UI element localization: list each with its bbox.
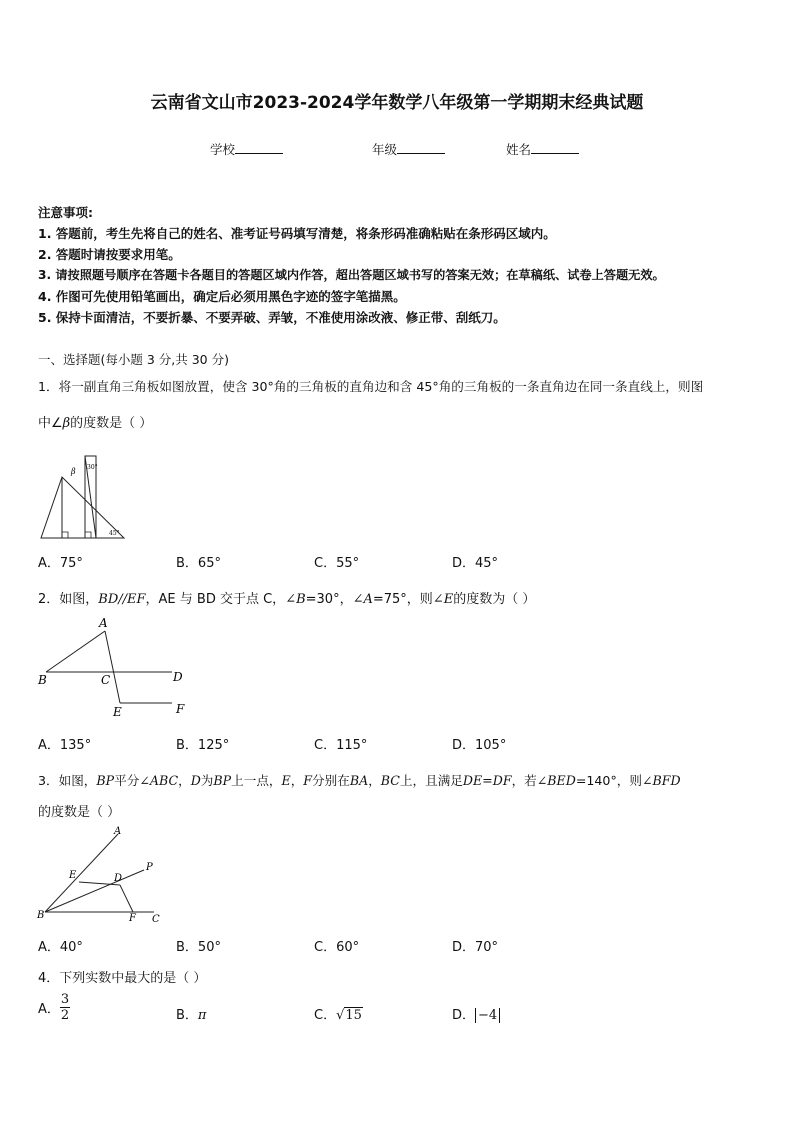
name-label: 姓名 [506, 142, 532, 157]
sqrt-radicand: 15 [345, 1008, 362, 1023]
fig-label-a: A [99, 616, 108, 630]
q1-option-c[interactable]: C．55° [314, 556, 360, 571]
fig-label-e: E [113, 705, 122, 719]
q4-option-b[interactable]: B．π [176, 1008, 207, 1023]
fig-label-d: D [114, 873, 123, 884]
q1-option-b[interactable]: B．65° [176, 556, 221, 571]
fig-label-f: F [129, 913, 136, 924]
fig-label-d: D [173, 670, 183, 684]
q1-figure [38, 452, 130, 544]
q3-option-b[interactable]: B．50° [176, 940, 221, 955]
q1-text-line2: 中∠β的度数是（ ） [38, 416, 153, 431]
q3-option-d[interactable]: D．70° [452, 940, 499, 955]
q1-option-a[interactable]: A．75° [38, 556, 83, 571]
fraction: $\frac{3}{2}$ [60, 992, 70, 1023]
school-field [210, 140, 283, 158]
q4-option-c[interactable]: C．√15 [314, 1008, 362, 1023]
page-title: 云南省文山市2023-2024学年数学八年级第一学期期末经典试题 [150, 93, 644, 113]
q2-option-d[interactable]: D．105° [452, 738, 507, 753]
q4-text: 4．下列实数中最大的是（ ） [38, 971, 207, 986]
beta-symbol: β [62, 416, 71, 431]
q3-text-line1: 3．如图，BP平分∠ABC，D为BP上一点，E，F分别在BA，BC上，且满足DE=DF，若∠BED=140°，则∠BFD [38, 773, 681, 788]
fig-label-f: F [176, 702, 185, 716]
q3-text-line2: 的度数是（ ） [38, 805, 121, 820]
q3-option-a[interactable]: A．40° [38, 940, 83, 955]
grade-blank [397, 141, 445, 154]
school-label: 学校 [210, 142, 236, 157]
note-item: 1. 答题前，考生先将自己的姓名、准考证号码填写清楚，将条形码准确粘贴在条形码区域内。 [38, 226, 556, 241]
fig-label-p: P [146, 862, 153, 873]
fig-angle45-label: 45° [109, 530, 120, 537]
notes-heading: 注意事项: [38, 205, 93, 220]
q2-option-b[interactable]: B．125° [176, 738, 230, 753]
absolute-value: −4 [475, 1008, 500, 1023]
q3-option-c[interactable]: C．60° [314, 940, 360, 955]
q3-figure [36, 824, 166, 926]
sqrt-symbol: √ [336, 1008, 345, 1023]
note-item: 5. 保持卡面清洁，不要折暴、不要弄破、弄皱，不准使用涂改液、修正带、刮纸刀。 [38, 310, 506, 325]
name-field [506, 140, 579, 158]
fig-label-a: A [114, 826, 122, 837]
grade-field [372, 140, 445, 158]
fig-label-c: C [101, 673, 111, 687]
note-item: 4. 作图可先使用铅笔画出，确定后必须用黑色字迹的签字笔描黑。 [38, 289, 406, 304]
q1-text-line1: 1．将一副直角三角板如图放置，使含 30°角的三角板的直角边和含 45°角的三角板的一条直角边在同一条直线上，则图 [38, 379, 704, 394]
fig-angle30-label: 30° [87, 464, 98, 471]
q4-option-d[interactable]: D． −4 [452, 1004, 500, 1023]
q2-option-a[interactable]: A．135° [38, 738, 92, 753]
school-blank [235, 141, 283, 154]
fig-label-b: B [37, 910, 45, 921]
q2-figure [36, 614, 196, 720]
note-item: 2. 答题时请按要求用笔。 [38, 247, 181, 262]
triangle-45 [41, 477, 124, 538]
fig-beta-label: β [71, 467, 76, 476]
grade-label: 年级 [372, 142, 398, 157]
fig-label-c: C [152, 914, 160, 925]
pi-symbol: π [197, 1008, 207, 1023]
q2-option-c[interactable]: C．115° [314, 738, 368, 753]
q1-option-d[interactable]: D．45° [452, 556, 499, 571]
fig-label-e: E [69, 870, 77, 881]
q4-option-a[interactable]: A． $\frac{3}{2}$ [38, 992, 70, 1023]
section-heading: 一、选择题(每小题 3 分,共 30 分) [38, 352, 229, 367]
q2-text: 2．如图，BD//EF，AE 与 BD 交于点 C，∠B=30°，∠A=75°，则∠E的度数为（ ） [38, 592, 536, 607]
note-item: 3. 请按照题号顺序在答题卡各题目的答题区域内作答，超出答题区域书写的答案无效；在草稿纸、试卷上答题无效。 [38, 268, 665, 282]
fig-label-b: B [38, 673, 47, 687]
name-blank [531, 141, 579, 154]
